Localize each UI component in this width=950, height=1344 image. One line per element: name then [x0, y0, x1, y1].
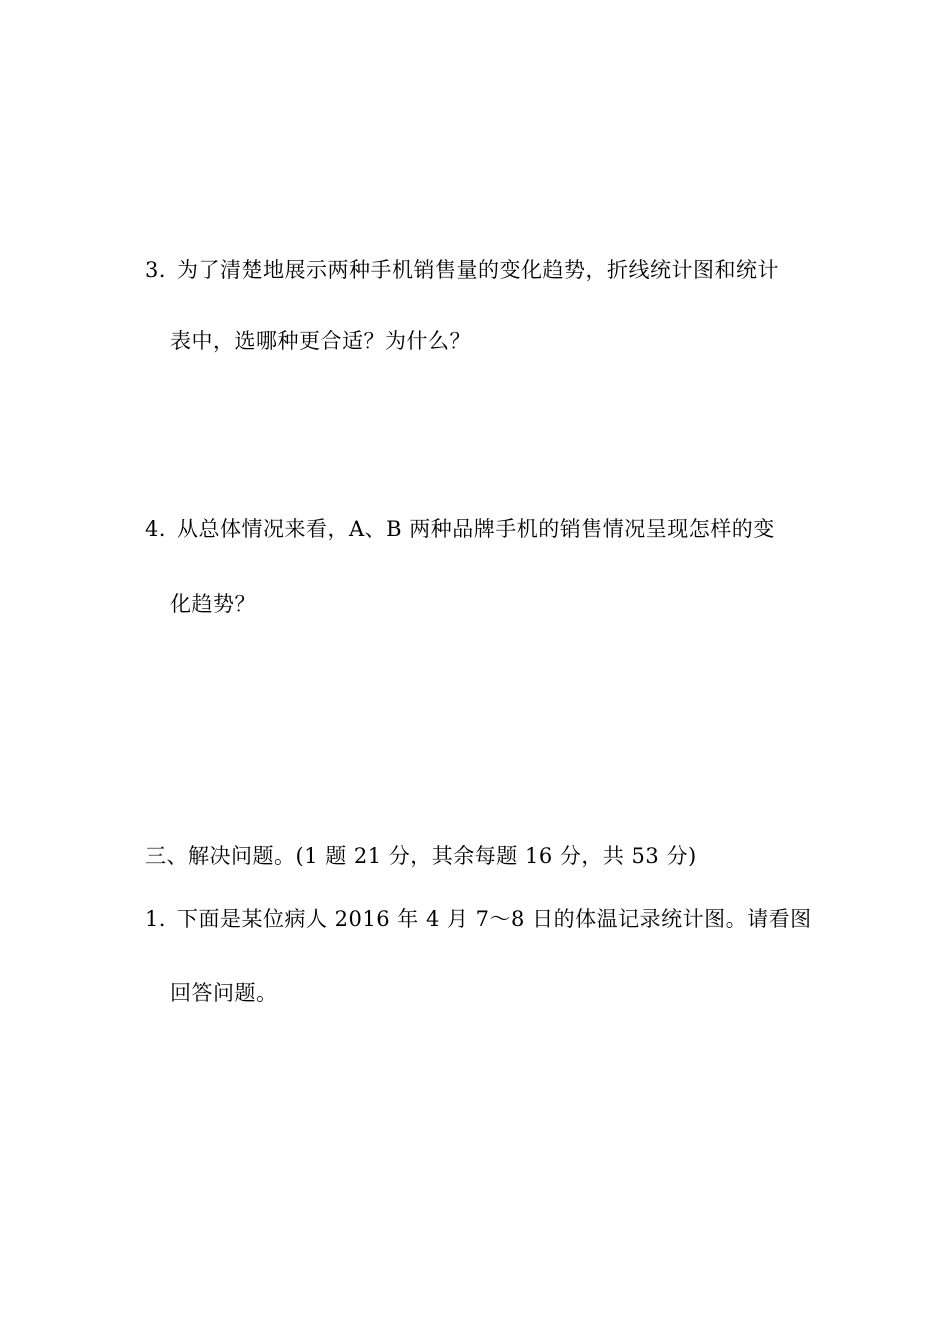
- section-3-question-1-line-2: 回答问题。: [170, 981, 278, 1005]
- section-3-question-1-number: 1．: [145, 907, 181, 931]
- question-4-line-2: 化趋势？: [170, 592, 256, 616]
- question-3-line-2: 表中，选哪种更合适？为什么？: [170, 329, 471, 353]
- question-4-number: 4．: [145, 517, 181, 541]
- section-3-heading: 三、解决问题。(1 题 21 分，其余每题 16 分，共 53 分): [145, 844, 697, 868]
- question-4-text-1: 从总体情况来看，A、B 两种品牌手机的销售情况呈现怎样的变: [177, 517, 775, 541]
- question-3-number: 3．: [145, 258, 181, 282]
- section-3-question-1-line-1: [145, 905, 812, 933]
- question-3-text-1: 为了清楚地展示两种手机销售量的变化趋势，折线统计图和统计: [177, 258, 779, 282]
- section-3-question-1-text-1: 下面是某位病人 2016 年 4 月 7～8 日的体温记录统计图。请看图: [177, 907, 812, 931]
- question-3-line-1: [145, 256, 779, 284]
- question-4-line-1: [145, 515, 775, 543]
